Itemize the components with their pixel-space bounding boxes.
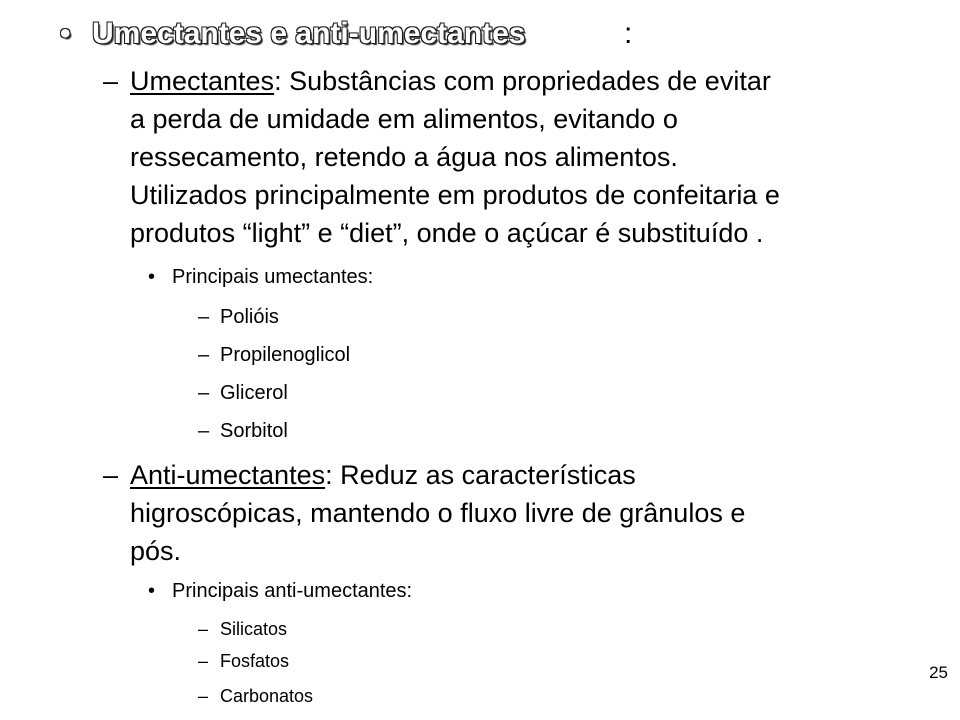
anti-umectantes-line-1-text: : Reduz as características <box>325 460 636 490</box>
anti-umectantes-line-2: higroscópicas, mantendo o fluxo livre de grânulos e <box>130 498 746 528</box>
slide-title: Umectantes e anti-umectantes <box>92 17 526 50</box>
umectantes-line-1-text: : Substâncias com propriedades de evitar <box>274 66 771 96</box>
anti-umectantes-line-1 <box>130 456 636 494</box>
anti-umectante-item-fosfatos: Fosfatos <box>220 651 290 671</box>
umectante-item-propilenoglicol: Propilenoglicol <box>220 344 351 366</box>
umectantes-line-1 <box>130 62 771 100</box>
umectantes-dash: – <box>103 66 119 96</box>
anti-umectantes-dash: – <box>103 460 119 490</box>
anti-umectante-item-dash: – <box>198 686 209 706</box>
anti-umectante-item-carbonatos: Carbonatos <box>220 686 314 706</box>
umectantes-term: Umectantes <box>130 66 275 96</box>
umectante-item-dash: – <box>198 382 210 404</box>
umectantes-line-2: a perda de umidade em alimentos, evitando o <box>130 104 678 134</box>
anti-umectante-item-dash: – <box>198 651 209 671</box>
page-number: 25 <box>929 663 948 682</box>
umectantes-line-4: Utilizados principalmente em produtos de confeitaria e <box>130 180 780 210</box>
umectantes-line-3: ressecamento, retendo a água nos alimentos. <box>130 142 678 172</box>
anti-umectantes-term: Anti-umectantes <box>130 460 326 490</box>
umectante-item-glicerol: Glicerol <box>220 382 288 404</box>
umectantes-sub-bullet: • <box>148 266 156 288</box>
anti-umectantes-sub-heading: Principais anti-umectantes: <box>172 580 413 602</box>
umectante-item-dash: – <box>198 344 210 366</box>
umectantes-line-5: produtos “light” e “diet”, onde o açúcar é substituído . <box>130 218 764 248</box>
umectante-item-dash: – <box>198 420 210 442</box>
anti-umectantes-line-3: pós. <box>130 536 182 566</box>
umectantes-sub-heading: Principais umectantes: <box>172 266 374 288</box>
anti-umectante-item-dash: – <box>198 619 209 639</box>
anti-umectante-item-silicatos: Silicatos <box>220 619 288 639</box>
umectante-item-poliois: Polióis <box>220 306 279 328</box>
umectante-item-dash: – <box>198 306 210 328</box>
anti-umectantes-sub-bullet: • <box>148 580 156 602</box>
title-colon: : <box>624 17 633 50</box>
title-bullet: • <box>60 17 71 50</box>
umectante-item-sorbitol: Sorbitol <box>220 420 288 442</box>
